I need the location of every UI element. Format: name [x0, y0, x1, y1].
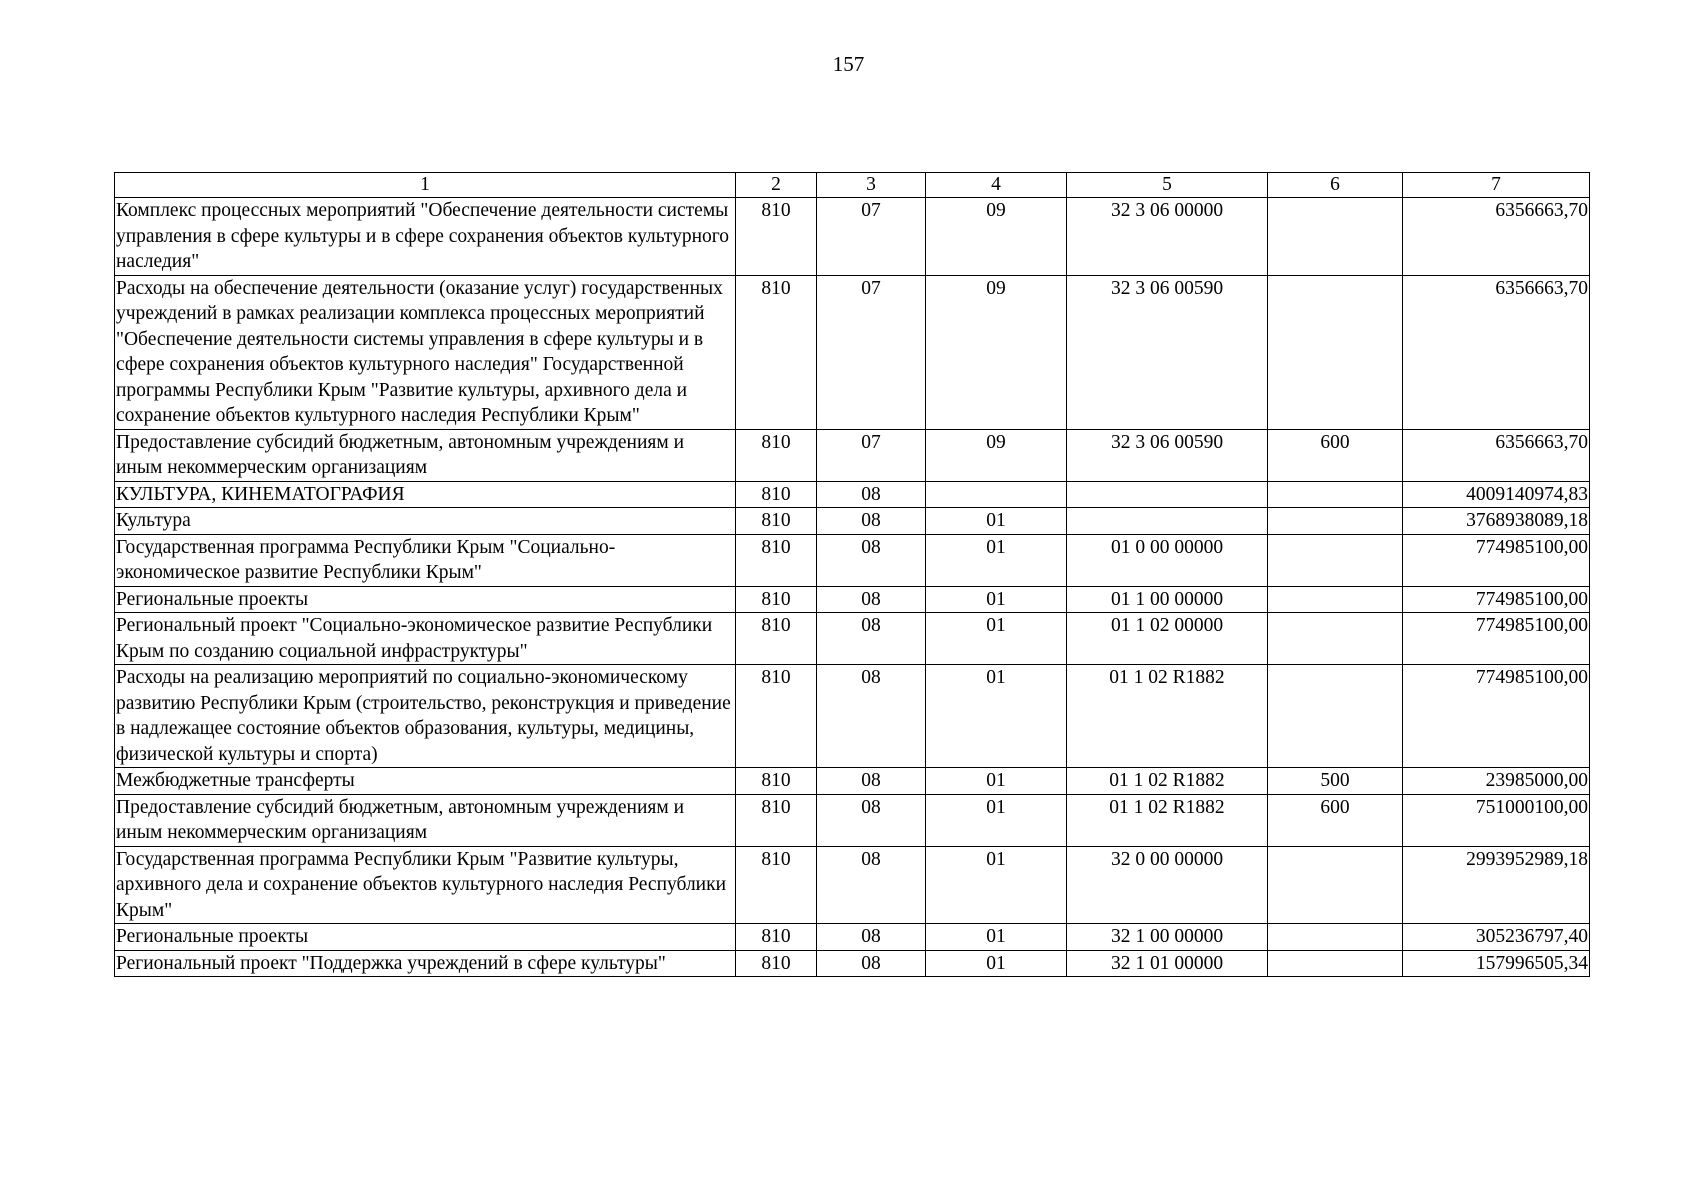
amount: 6356663,70 — [1403, 429, 1590, 481]
header-row — [115, 173, 1590, 198]
target-article-code: 32 3 06 00590 — [1067, 429, 1268, 481]
row-name: Расходы на реализацию мероприятий по социально-экономическому развитию Республики Крым (строительство, реконструкция и приведение в надлежащее состояние объектов образования, культуры, медицины, физической культуры и спорта) — [115, 665, 736, 768]
target-article-code: 32 1 00 00000 — [1067, 924, 1268, 951]
table-row — [115, 275, 1590, 429]
amount: 305236797,40 — [1403, 924, 1590, 951]
amount: 23985000,00 — [1403, 768, 1590, 795]
section-code: 08 — [817, 846, 926, 924]
section-code: 08 — [817, 481, 926, 508]
amount: 751000100,00 — [1403, 794, 1590, 846]
table-row — [115, 665, 1590, 768]
expense-type-code — [1268, 613, 1403, 665]
subsection-code: 01 — [926, 846, 1067, 924]
table-row — [115, 198, 1590, 276]
row-name: Государственная программа Республики Крым "Социально-экономическое развитие Республики Крым" — [115, 534, 736, 586]
section-code: 08 — [817, 794, 926, 846]
expense-type-code: 600 — [1268, 429, 1403, 481]
target-article-code: 32 1 01 00000 — [1067, 950, 1268, 977]
expense-type-code: 600 — [1268, 794, 1403, 846]
ministry-code: 810 — [736, 846, 817, 924]
expense-type-code — [1268, 275, 1403, 429]
row-name: Предоставление субсидий бюджетным, автономным учреждениям и иным некоммерческим организациям — [115, 794, 736, 846]
ministry-code: 810 — [736, 665, 817, 768]
subsection-code: 09 — [926, 429, 1067, 481]
row-name: Региональные проекты — [115, 586, 736, 613]
expense-type-code — [1268, 586, 1403, 613]
expense-type-code — [1268, 950, 1403, 977]
ministry-code: 810 — [736, 508, 817, 535]
row-name: Комплекс процессных мероприятий "Обеспечение деятельности системы управления в сфере культуры и в сфере сохранения объектов культурного наследия" — [115, 198, 736, 276]
table-row — [115, 794, 1590, 846]
target-article-code — [1067, 481, 1268, 508]
target-article-code: 01 0 00 00000 — [1067, 534, 1268, 586]
row-name: Расходы на обеспечение деятельности (оказание услуг) государственных учреждений в рамках реализации комплекса процессных мероприятий "Обеспечение деятельности системы управления в сфере культуры и в сфере сохранения объектов культурного наследия" Государственной программы Республики Крым "Развитие культуры, архивного дела и сохранение объектов культурного наследия Республики Крым" — [115, 275, 736, 429]
budget-table — [114, 172, 1590, 977]
amount: 4009140974,83 — [1403, 481, 1590, 508]
amount: 6356663,70 — [1403, 275, 1590, 429]
table-header — [115, 173, 1590, 198]
subsection-code: 09 — [926, 198, 1067, 276]
table-row — [115, 950, 1590, 977]
row-name: Региональный проект "Поддержка учреждений в сфере культуры" — [115, 950, 736, 977]
row-name: Культура — [115, 508, 736, 535]
expense-type-code — [1268, 665, 1403, 768]
section-code: 08 — [817, 768, 926, 795]
table-row — [115, 924, 1590, 951]
expense-type-code — [1268, 846, 1403, 924]
page-number: 157 — [832, 52, 865, 76]
ministry-code: 810 — [736, 534, 817, 586]
ministry-code: 810 — [736, 429, 817, 481]
ministry-code: 810 — [736, 198, 817, 276]
target-article-code: 01 1 02 R1882 — [1067, 794, 1268, 846]
column-header: 5 — [1067, 173, 1268, 198]
table-row — [115, 534, 1590, 586]
table-row — [115, 846, 1590, 924]
section-code: 07 — [817, 275, 926, 429]
ministry-code: 810 — [736, 768, 817, 795]
expense-type-code — [1268, 534, 1403, 586]
amount: 774985100,00 — [1403, 534, 1590, 586]
subsection-code: 01 — [926, 950, 1067, 977]
section-code: 08 — [817, 586, 926, 613]
subsection-code: 01 — [926, 768, 1067, 795]
target-article-code: 32 0 00 00000 — [1067, 846, 1268, 924]
target-article-code: 01 1 02 00000 — [1067, 613, 1268, 665]
table-row — [115, 586, 1590, 613]
target-article-code: 01 1 02 R1882 — [1067, 768, 1268, 795]
table-row — [115, 429, 1590, 481]
expense-type-code — [1268, 198, 1403, 276]
column-header: 4 — [926, 173, 1067, 198]
amount: 2993952989,18 — [1403, 846, 1590, 924]
ministry-code: 810 — [736, 950, 817, 977]
table-row — [115, 481, 1590, 508]
row-name: Межбюджетные трансферты — [115, 768, 736, 795]
subsection-code: 01 — [926, 613, 1067, 665]
amount: 774985100,00 — [1403, 613, 1590, 665]
column-header: 6 — [1268, 173, 1403, 198]
row-name: Региональные проекты — [115, 924, 736, 951]
subsection-code — [926, 481, 1067, 508]
subsection-code: 01 — [926, 508, 1067, 535]
section-code: 07 — [817, 198, 926, 276]
section-code: 07 — [817, 429, 926, 481]
table-row — [115, 508, 1590, 535]
subsection-code: 01 — [926, 924, 1067, 951]
ministry-code: 810 — [736, 924, 817, 951]
target-article-code: 32 3 06 00000 — [1067, 198, 1268, 276]
ministry-code: 810 — [736, 275, 817, 429]
target-article-code: 01 1 02 R1882 — [1067, 665, 1268, 768]
target-article-code: 01 1 00 00000 — [1067, 586, 1268, 613]
row-name: КУЛЬТУРА, КИНЕМАТОГРАФИЯ — [115, 481, 736, 508]
expense-type-code — [1268, 924, 1403, 951]
subsection-code: 01 — [926, 794, 1067, 846]
column-header: 2 — [736, 173, 817, 198]
ministry-code: 810 — [736, 613, 817, 665]
table-row — [115, 768, 1590, 795]
section-code: 08 — [817, 534, 926, 586]
target-article-code: 32 3 06 00590 — [1067, 275, 1268, 429]
subsection-code: 01 — [926, 534, 1067, 586]
ministry-code: 810 — [736, 481, 817, 508]
target-article-code — [1067, 508, 1268, 535]
section-code: 08 — [817, 508, 926, 535]
row-name: Предоставление субсидий бюджетным, автономным учреждениям и иным некоммерческим организациям — [115, 429, 736, 481]
subsection-code: 01 — [926, 586, 1067, 613]
amount: 6356663,70 — [1403, 198, 1590, 276]
table-row — [115, 613, 1590, 665]
row-name: Государственная программа Республики Крым "Развитие культуры, архивного дела и сохранение объектов культурного наследия Республики Крым" — [115, 846, 736, 924]
expense-type-code — [1268, 508, 1403, 535]
section-code: 08 — [817, 950, 926, 977]
section-code: 08 — [817, 924, 926, 951]
table-body — [115, 198, 1590, 977]
section-code: 08 — [817, 665, 926, 768]
subsection-code: 01 — [926, 665, 1067, 768]
ministry-code: 810 — [736, 794, 817, 846]
subsection-code: 09 — [926, 275, 1067, 429]
expense-type-code: 500 — [1268, 768, 1403, 795]
amount: 774985100,00 — [1403, 586, 1590, 613]
amount: 774985100,00 — [1403, 665, 1590, 768]
expense-type-code — [1268, 481, 1403, 508]
column-header: 3 — [817, 173, 926, 198]
row-name: Региональный проект "Социально-экономическое развитие Республики Крым по созданию социальной инфраструктуры" — [115, 613, 736, 665]
amount: 3768938089,18 — [1403, 508, 1590, 535]
section-code: 08 — [817, 613, 926, 665]
ministry-code: 810 — [736, 586, 817, 613]
column-header: 7 — [1403, 173, 1590, 198]
amount: 157996505,34 — [1403, 950, 1590, 977]
column-header: 1 — [115, 173, 736, 198]
